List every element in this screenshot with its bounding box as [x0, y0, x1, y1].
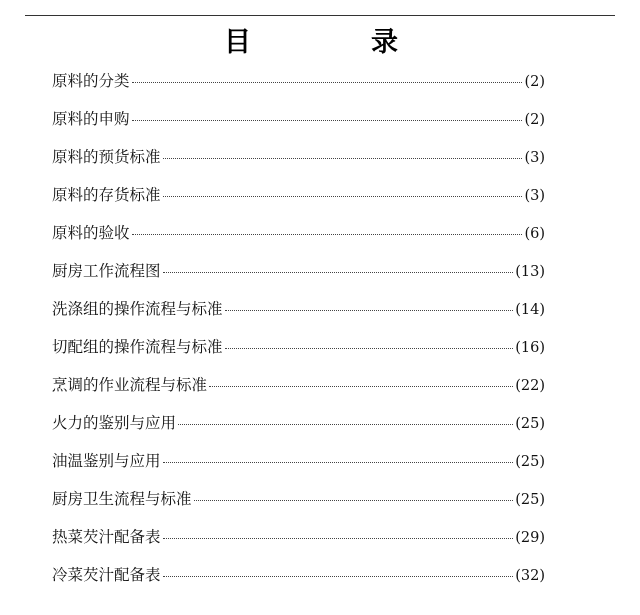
toc-entry-page: (13)	[515, 264, 545, 280]
dot-leader	[209, 386, 513, 387]
toc-entry[interactable]	[52, 100, 545, 138]
toc-entry-page: (32)	[515, 568, 545, 584]
dot-leader	[163, 576, 514, 577]
dot-leader	[163, 272, 514, 273]
toc-entry-label: 原料的验收	[52, 224, 130, 242]
toc-entry-page: (25)	[515, 454, 545, 470]
toc-entry[interactable]	[52, 366, 545, 404]
toc-list	[52, 62, 545, 594]
toc-entry[interactable]	[52, 480, 545, 518]
dot-leader	[178, 424, 513, 425]
toc-entry-label: 原料的存货标准	[52, 186, 161, 204]
toc-entry-label: 原料的分类	[52, 72, 130, 90]
toc-entry[interactable]	[52, 62, 545, 100]
toc-entry-page: (3)	[524, 150, 545, 166]
dot-leader	[225, 348, 514, 349]
dot-leader	[163, 538, 514, 539]
toc-entry-label: 厨房卫生流程与标准	[52, 490, 192, 508]
dot-leader	[194, 500, 514, 501]
toc-entry[interactable]	[52, 442, 545, 480]
toc-entry-label: 原料的申购	[52, 110, 130, 128]
toc-entry-label: 切配组的操作流程与标准	[52, 338, 223, 356]
toc-entry[interactable]	[52, 214, 545, 252]
toc-title-right: 录	[371, 27, 398, 58]
toc-entry-page: (14)	[515, 302, 545, 318]
dot-leader	[163, 462, 514, 463]
toc-title	[0, 22, 640, 64]
dot-leader	[163, 158, 523, 159]
toc-title-left: 目	[224, 27, 251, 58]
dot-leader	[132, 120, 523, 121]
toc-entry[interactable]	[52, 290, 545, 328]
toc-entry-page: (2)	[524, 74, 545, 90]
toc-entry-page: (29)	[515, 530, 545, 546]
toc-entry-label: 洗涤组的操作流程与标准	[52, 300, 223, 318]
toc-entry-label: 烹调的作业流程与标准	[52, 376, 208, 394]
toc-entry[interactable]	[52, 138, 545, 176]
toc-entry-page: (25)	[515, 416, 545, 432]
toc-entry-page: (22)	[515, 378, 545, 394]
dot-leader	[132, 82, 523, 83]
toc-entry[interactable]	[52, 176, 545, 214]
toc-entry[interactable]	[52, 518, 545, 556]
top-rule	[25, 15, 615, 16]
dot-leader	[132, 234, 523, 235]
toc-entry-page: (3)	[524, 188, 545, 204]
toc-entry-label: 热菜芡汁配备表	[52, 528, 161, 546]
toc-entry-page: (25)	[515, 492, 545, 508]
dot-leader	[225, 310, 514, 311]
toc-entry-page: (2)	[524, 112, 545, 128]
toc-entry[interactable]	[52, 328, 545, 366]
toc-entry-label: 原料的预货标准	[52, 148, 161, 166]
toc-entry-label: 厨房工作流程图	[52, 262, 161, 280]
toc-entry[interactable]	[52, 556, 545, 594]
toc-entry[interactable]	[52, 404, 545, 442]
dot-leader	[163, 196, 523, 197]
toc-entry-label: 冷菜芡汁配备表	[52, 566, 161, 584]
toc-entry-label: 油温鉴别与应用	[52, 452, 161, 470]
toc-entry-page: (16)	[515, 340, 545, 356]
toc-entry-page: (6)	[524, 226, 545, 242]
toc-entry[interactable]	[52, 252, 545, 290]
toc-entry-label: 火力的鉴别与应用	[52, 414, 177, 432]
